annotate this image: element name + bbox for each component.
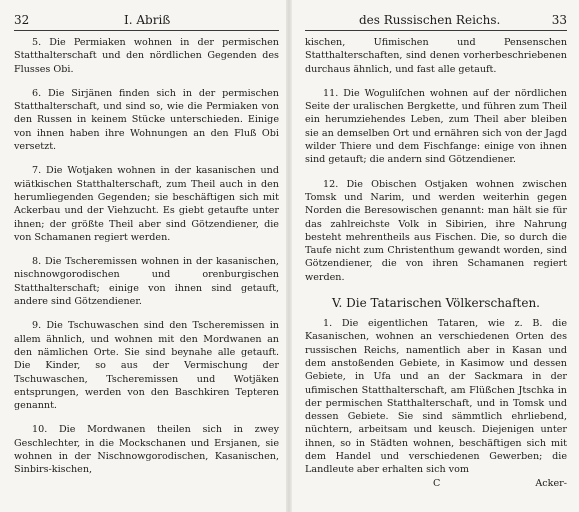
paragraph-9-tschuwaschen: 9. Die Tschuwaschen sind den Tscheremissen in allem ähnlich, und wohnen mit den Mordwanen an den nämlichen Orte. Sie sind beynahe alle getauft. Die Kinder, so aus der Vermischung der Tschuwaschen, Tscheremissen und Wotjäken entsprungen, werden von den Baschkiren Tepteren genannt. <box>14 320 279 412</box>
right-running-title: des Russischen Reichs. <box>359 13 501 27</box>
paragraph-5-permiaken: 5. Die Permiaken wohnen in der permischen Statthalterschaft und den nördlichen Gegenden des Flusses Obi. <box>14 37 279 75</box>
paragraph-11-wogulischen: 11. Die Woguliſchen wohnen auf der nördlichen Seite der uralischen Bergkette, und führen zum Theil ein herumziehendes Leben, zum Theil aber bleiben sie an demselben Ort und ernähren sich von der Jagd wilder Thiere und dem Fischfange: einige von ihnen sind getauft; die andern sind Götzendiener. <box>305 87 567 166</box>
paragraph-7-wotjaken: 7. Die Wotjaken wohnen in der kasanischen und wiätkischen Statthalterschaft, zum Theil auch in den herumliegenden Gegenden; sie beschäftigen sich mit Ackerbau und der Viehzucht. Es giebt getaufte unter ihnen; der größte Theil aber sind Götzendiener, die von Schamanen regiert werden. <box>14 165 279 243</box>
right-page <box>289 0 579 512</box>
catchword: Acker- <box>535 477 567 489</box>
left-page <box>0 0 289 512</box>
paragraph-8-tscheremissen: 8. Die Tscheremissen wohnen in der kasanischen, nischnowgorodischen und orenburgischen Statthalterschaft; einige von ihnen sind getauft, andere sind Götzendiener. <box>14 256 279 308</box>
right-page-number: 33 <box>551 13 567 27</box>
right-running-head <box>305 12 567 28</box>
section-heading: V. Die Tatarischen Völkerschaften. <box>331 296 540 311</box>
paragraph-6-sirjaenen: 6. Die Sirjänen finden sich in der permischen Statthalterschaft, und sind so, wie die Permiaken von den Russen in keinem Stücke unterschieden. Einige von ihnen haben ihre Wohnungen an den Fluß Obi versetzt. <box>14 87 279 153</box>
section-paragraph-1-tataren: 1. Die eigentlichen Tataren, wie z. B. die Kasanischen, wohnen an verschiedenen Orten des russischen Reichs, namentlich aber in Kasan und dem anstoßenden Gebiete, in Kasimow und dessen Gebiete, in Ufa und an der Sackmara in der ufimischen Statthalterschaft, am Flüßchen Jtschka in der permischen Statthalterschaft, und in Tomsk und dessen Gebiete. Sie sind sämmtlich ehrliebend, nüchtern, arbeitsam und keusch. Diejenigen unter ihnen, so in Städten wohnen, beschäftigen sich mit dem Handel und verschiedenen Gewerben; die Landleute aber erhalten sich vom <box>305 318 567 476</box>
paragraph-10-continuation: kischen, Ufimischen und Pensenschen Statthalterschaften, sind denen vorherbeschriebenen durchaus ähnlich, und fast alle getauft. <box>305 37 567 75</box>
left-page-number: 32 <box>14 13 30 27</box>
right-head-rule <box>305 30 567 31</box>
left-running-head <box>14 12 279 28</box>
left-running-title: I. Abriß <box>124 13 171 27</box>
left-head-rule <box>14 30 279 31</box>
page-footer-line <box>305 477 567 490</box>
paragraph-10-mordwanen: 10. Die Mordwanen theilen sich in zwey Geschlechter, in die Mockschanen und Ersjanen, sie wohnen in der Nischnowgorodischen, Kasanischen, Sinbirs-kischen, <box>14 424 279 476</box>
paragraph-12-ostjaken: 12. Die Obischen Ostjaken wohnen zwischen Tomsk und Narim, und werden weiterhin gegen Norden die Beresowischen genannt: man hält sie für das zahlreichste Volk in Sibirien, ihre Nahrung besteht mehrentheils aus Fischen. Die, so durch die Taufe nicht zum Christenthum gewandt worden, sind Götzendiener, die von ihren Schamanen regiert werden. <box>305 178 567 283</box>
signature-mark: C <box>433 477 441 489</box>
